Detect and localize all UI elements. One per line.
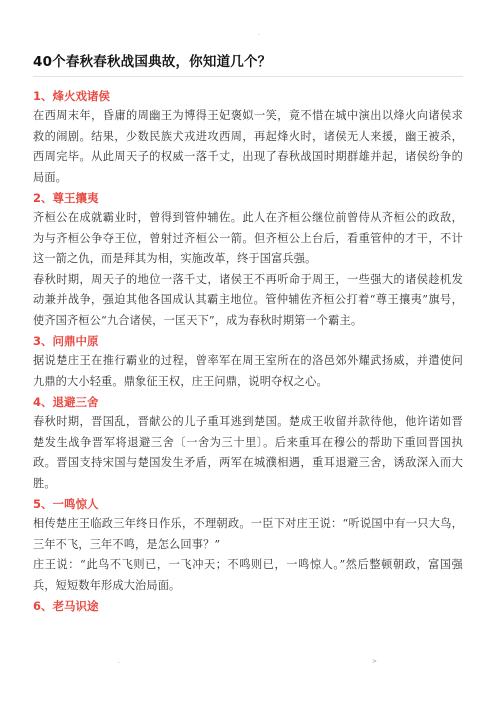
section-paragraph: 相传楚庄王临政三年终日作乐，不理朝政。一臣下对庄王说：“听说国中有一只大鸟，三年不飞，三年不鸣，是怎么回事？” (33, 517, 463, 551)
section-heading: 2、尊王攘夷 (33, 191, 99, 205)
section-2 (33, 188, 463, 331)
top-mark: . (258, 30, 260, 37)
section-3 (33, 331, 463, 392)
footer-right-mark: > (372, 658, 378, 665)
section-heading: 5、一鸣惊人 (33, 497, 99, 511)
section-heading: 4、退避三舍 (33, 395, 99, 409)
section-4 (33, 392, 463, 494)
section-paragraph: 齐桓公在成就霸业时，曾得到管仲辅佐。此人在齐桓公继位前曾侍从齐桓公的政敌，为与齐桓公争夺王位，曾射过齐桓公一箭。但齐桓公上台后，看重管仲的才干，不计这一箭之仇，而是拜其为相，实施改革，终于国富兵强。 (33, 211, 463, 265)
article-body (33, 86, 463, 616)
section-heading: 6、老马识途 (33, 599, 99, 613)
section-1 (33, 86, 463, 188)
page-title: 40个春秋春秋战国典故，你知道几个？ (33, 54, 272, 70)
section-paragraph: 庄王说：“此鸟不飞则已，一飞冲天；不鸣则已，一鸣惊人。”然后整顿朝政，富国强兵，短短数年形成大治局面。 (33, 558, 463, 592)
section-paragraph: 春秋时期，周天子的地位一落千丈，诸侯王不再听命于周王，一些强大的诸侯趁机发动兼并战争，强迫其他各国成认其霸主地位。管仲辅佐齐桓公打着“尊王攘夷”旗号，使齐国齐桓公“九合诸侯，一匡天下”，成为春秋时期第一个霸主。 (33, 272, 463, 327)
title-divider (33, 76, 463, 77)
section-paragraph: 在西周末年，昏庸的周幽王为博得王妃褒姒一笑，竟不惜在城中演出以烽火向诸侯求救的闹剧。结果，少数民族犬戎进攻西周，再起烽火时，诸侯无人来援，幽王被杀，西周完毕。从此周天子的权威一落千丈，出现了春秋战国时期群雄并起，诸侯纷争的局面。 (33, 109, 463, 184)
section-heading: 3、问鼎中原 (33, 334, 99, 348)
section-paragraph: 据说楚庄王在推行霸业的过程，曾率军在周王室所在的洛邑郊外耀武扬威，并遣使问九鼎的大小轻重。鼎象征王权，庄王问鼎，说明夺权之心。 (33, 354, 463, 388)
footer-left-mark: . (118, 658, 120, 665)
section-6 (33, 596, 463, 616)
section-5 (33, 494, 463, 596)
section-heading: 1、烽火戏诸侯 (33, 89, 111, 103)
section-paragraph: 春秋时期，晋国乱，晋献公的儿子重耳逃到楚国。楚成王收留并款待他，他许诺如晋楚发生战争晋军将退避三舍〔一舍为三十里〕。后来重耳在穆公的帮助下重回晋国执政。晋国支持宋国与楚国发生矛盾，两军在城濮相遇，重耳退避三舍，诱敌深入而大胜。 (33, 415, 463, 490)
